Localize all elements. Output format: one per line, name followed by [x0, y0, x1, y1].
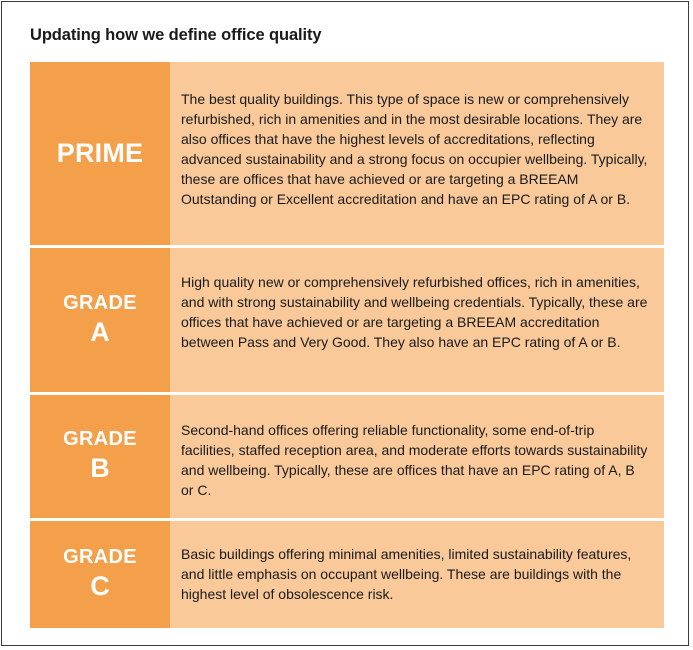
grade-label-letter: A — [90, 316, 110, 347]
grade-description-text: The best quality buildings. This type of space is new or comprehensively refurbished, rich in amenities and in the most desirable locations. They are also offices that have the highest levels of accreditations, reflecting advanced sustainability and a strong focus on occupier wellbeing. Typically, these are offices that have achieved or are targeting a BREEAM Outstanding or Excellent accreditation and have an EPC rating of A or B. — [181, 91, 648, 207]
grade-description-text: Second-hand offices offering reliable functionality, some end-of-trip facilities, staffed reception area, and moderate efforts towards sustainability and wellbeing. Typically, these are offices that have an EPC rating of A, B or C. — [181, 422, 648, 498]
grade-label-text: PRIME — [56, 137, 144, 168]
grade-label-word: GRADE — [63, 546, 137, 569]
grade-label-word: GRADE — [63, 428, 137, 451]
grade-label-prime — [30, 62, 170, 245]
grade-description-text: Basic buildings offering minimal amenities, limited sustainability features, and little emphasis on occupant wellbeing. These are buildings with the highest level of obsolescence risk. — [181, 546, 632, 602]
infographic-frame — [1, 1, 689, 646]
grade-description-text: High quality new or comprehensively refurbished offices, rich in amenities, and with strong sustainability and wellbeing credentials. Typically, these are offices that have achieved or are targeting a BREEAM accreditation between Pass and Very Good. They also have an EPC rating of A or B. — [181, 274, 648, 350]
grade-label-letter: B — [90, 453, 110, 484]
grade-label-a — [30, 248, 170, 392]
grade-description-c — [170, 521, 664, 628]
grade-label-b — [30, 395, 170, 518]
office-grade-table — [30, 62, 664, 628]
grade-label-word: GRADE — [63, 291, 137, 314]
grade-row-a — [30, 248, 664, 395]
grade-label-letter: C — [90, 571, 110, 602]
grade-label-c — [30, 521, 170, 628]
grade-description-a — [170, 248, 664, 392]
grade-description-prime — [170, 62, 664, 245]
grade-description-b — [170, 395, 664, 518]
grade-row-c — [30, 521, 664, 628]
grade-row-b — [30, 395, 664, 521]
grade-row-prime — [30, 62, 664, 248]
infographic-title: Updating how we define office quality — [30, 26, 322, 44]
